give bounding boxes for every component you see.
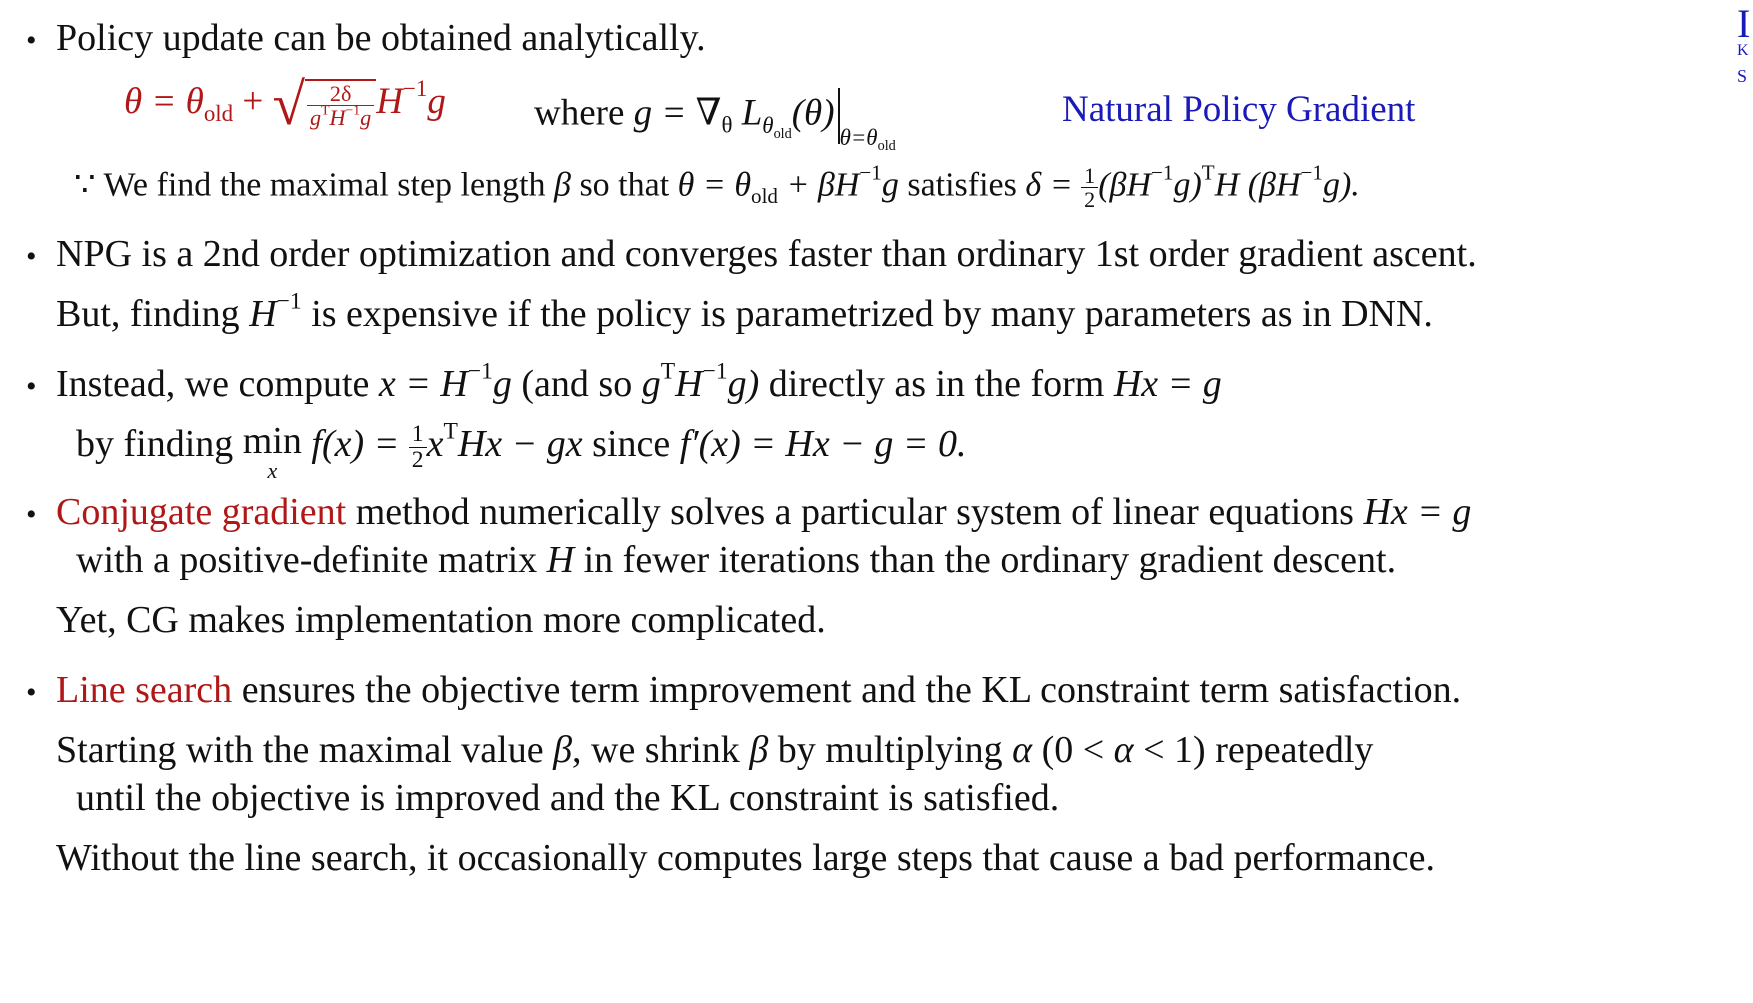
sqrt-symbol: √	[272, 71, 305, 137]
bullet-marker: •	[26, 498, 37, 531]
clipped-edge-text: K	[1737, 42, 1749, 59]
step-length-explanation: ∵ We find the maximal step length β so that $\theta = \theta_{old} + \beta H^{-1}g$ satisfies δ = $\frac{1}{2}$ $(\beta H^{-1}g)^TH$ $(\beta H^{-1}g)$.	[74, 160, 1360, 213]
clipped-edge-text: S	[1737, 66, 1748, 86]
bullet-marker: •	[26, 370, 37, 403]
clipped-edge-text: I	[1737, 1, 1751, 46]
npg-label: Natural Policy Gradient	[1062, 89, 1416, 130]
cg-complexity-line: Yet, CG makes implementation more complicated.	[56, 599, 826, 641]
half-fraction: $\frac{1}{2}$	[1081, 164, 1098, 211]
bullet-marker: •	[26, 24, 37, 57]
npg-order-line: NPG is a 2nd order optimization and converges faster than ordinary 1st order gradient ascent.	[56, 233, 1477, 275]
gradient-definition: where $g = \nabla_\theta$ $L_{\theta_{old}}(\theta)_{\theta=\theta_{old}}$	[534, 88, 896, 146]
line-search-line: Line search ensures the objective term improvement and the KL constraint term satisfaction.	[56, 669, 1462, 711]
half-fraction: $\frac{1}{2}$	[409, 422, 427, 472]
positive-definite-line: with a positive-definite matrix H in fewer iterations than the ordinary gradient descent.	[76, 539, 1397, 581]
instead-compute-line: Instead, we compute $x = H^{-1}g$ (and so $g^TH^{-1}g$) directly as in the form Hx = g	[56, 358, 1222, 405]
policy-update-line: Policy update can be obtained analytically.	[56, 17, 706, 59]
sqrt-argument	[305, 79, 376, 129]
until-objective-line: until the objective is improved and the KL constraint is satisfied.	[76, 777, 1060, 819]
inverse-cost-line: But, finding $H^{-1}$ is expensive if the policy is parametrized by many parameters as in DNN.	[56, 288, 1433, 335]
bullet-marker: •	[26, 240, 37, 273]
conjugate-gradient-line: Conjugate gradient method numerically solves a particular system of linear equations Hx = g	[56, 491, 1472, 533]
shrink-beta-line: Starting with the maximal value β, we shrink β by multiplying α (0 < α < 1) repeatedly	[56, 729, 1374, 771]
minimization-line: by finding min x f(x) = $\frac{1}{2}$ $x^THx$ − gx since f′(x) = Hx − g = 0.	[76, 418, 967, 483]
npg-update-equation: $\theta = \theta_{old}$ + √ $\frac{2\delta}{g^TH^{-1}g}$ $H^{-1}g$	[124, 71, 446, 137]
bullet-marker: •	[26, 676, 37, 709]
step-fraction: $\frac{2\delta}{g^TH^{-1}g}$	[307, 82, 374, 130]
min-operator: min x	[242, 420, 302, 483]
without-line-search-line: Without the line search, it occasionally computes large steps that cause a bad performance.	[56, 837, 1435, 879]
